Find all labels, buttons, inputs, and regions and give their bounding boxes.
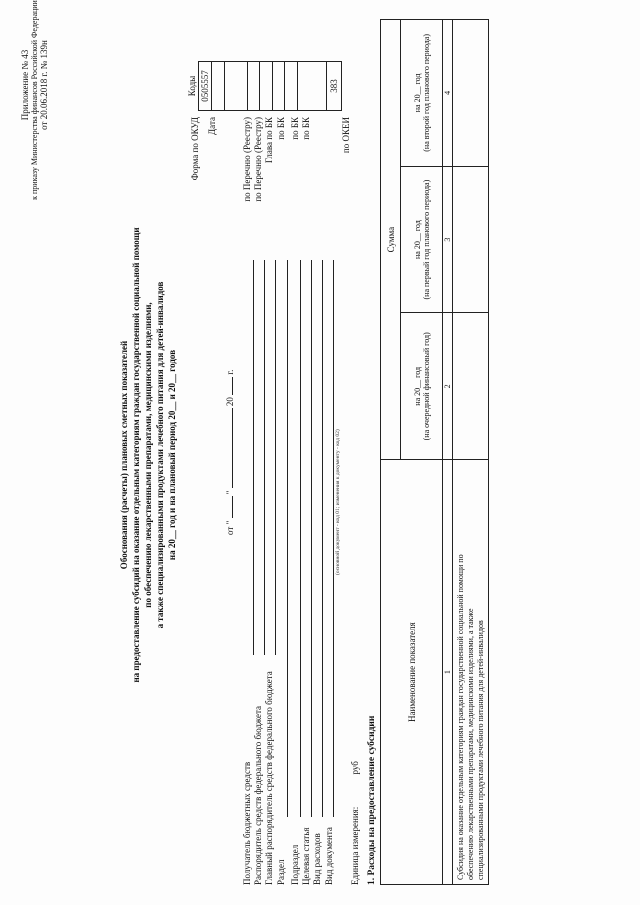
codes-header: Коды <box>187 75 197 97</box>
header-indicator-name: Наименование показателя <box>381 460 443 885</box>
label-main-distributor: Главный распорядитель средств федерального бюджета <box>264 671 274 885</box>
document-title <box>118 155 178 755</box>
document-type-note: (основной документ - код 01; изменения к документу - код 02) <box>335 429 341 575</box>
appendix-order: к приказу Министерства финансов Российской Федерации <box>30 0 39 200</box>
appendix-block <box>20 0 49 200</box>
row-subsidy-line-3: специализированными продуктами лечебного питания для детей-инвалидов <box>475 620 485 880</box>
col-number-1: 1 <box>443 460 453 885</box>
code-bk-2[interactable] <box>285 62 298 111</box>
code-head-bk[interactable] <box>260 62 273 111</box>
recipient-field[interactable] <box>253 260 254 655</box>
label-subsection: Подраздел <box>290 844 300 885</box>
label-distributor: Распорядитель средств федерального бюджета <box>253 705 263 885</box>
header-year-3-line2: (на второй год планового периода) <box>421 34 431 152</box>
col-number-2: 2 <box>443 313 453 460</box>
code-date[interactable] <box>211 62 224 111</box>
label-bk-1: по БК <box>276 117 286 140</box>
row-subsidy-line-1: Субсидия на оказание отдельным категориям граждан государственной социальной помощи по <box>455 554 465 880</box>
title-line-5: на 20__ год и на плановый период 20__ и 20__ годов <box>167 349 177 561</box>
appendix-number: Приложение № 43 <box>20 49 30 121</box>
date-year: 20 <box>225 397 235 407</box>
title-line-1: Обоснования (расчеты) плановых сметных показателей <box>119 340 129 570</box>
unit-label: Единица измерения: <box>350 806 360 885</box>
label-recipient: Получатель бюджетных средств <box>242 761 252 885</box>
header-year-1-line2: (на очередной финансовый год) <box>421 332 431 441</box>
label-okei: по ОКЕИ <box>341 117 351 154</box>
title-line-4: а также специализированными продуктами лечебного питания для детей-инвалидов <box>155 281 165 629</box>
code-okei: 383 <box>326 62 341 111</box>
expense-type-field[interactable] <box>322 260 323 817</box>
title-line-2: на предоставление субсидий на оказание отдельным категориям граждан государственной социальной помощи <box>131 227 141 683</box>
distributor-field[interactable] <box>264 260 265 655</box>
label-bk-2: по БК <box>290 117 300 140</box>
label-bk-3: по БК <box>301 117 311 140</box>
label-target-article: Целевая статья <box>301 827 311 885</box>
row-subsidy-year-2[interactable] <box>453 166 489 313</box>
code-okud: 0505557 <box>199 62 212 111</box>
col-number-4: 4 <box>443 20 453 167</box>
codes-table <box>198 61 342 111</box>
unit-value: руб <box>350 761 360 775</box>
date-suffix: г. <box>225 369 235 375</box>
label-date: Дата <box>207 117 217 135</box>
date-month-field[interactable] <box>232 408 233 488</box>
target-article-field[interactable] <box>311 260 312 817</box>
label-registry-1: по Перечню (Реестру) <box>242 117 252 202</box>
label-head-bk: Глава по БК <box>264 117 274 164</box>
unit-row <box>350 761 360 885</box>
label-expense-type: Вид расходов <box>312 833 322 885</box>
date-prefix: от " <box>225 520 235 535</box>
col-number-3: 3 <box>443 166 453 313</box>
header-year-2 <box>401 166 443 313</box>
document-type-field[interactable] <box>333 260 334 817</box>
appendix-date: от 20.06.2018 г. № 139н <box>39 40 49 130</box>
section-field[interactable] <box>287 260 288 817</box>
date-day-field[interactable] <box>232 497 233 519</box>
date-mid: " <box>225 490 235 495</box>
codes-box <box>187 61 342 111</box>
label-okud: Форма по ОКУД <box>190 117 200 181</box>
section-heading: 1. Расходы на предоставление субсидии <box>367 715 377 885</box>
title-line-3: по обеспечению лекарственными препаратами, медицинскими изделиями, <box>143 302 153 608</box>
header-year-2-line2: (на первый год планового периода) <box>421 179 431 300</box>
code-registry-2[interactable] <box>247 62 260 111</box>
date-line <box>225 370 235 535</box>
header-year-1 <box>401 313 443 460</box>
label-document-type: Вид документа <box>324 827 334 885</box>
label-section: Раздел <box>276 859 286 885</box>
label-registry-2: по Перечню (Реестру) <box>253 117 263 202</box>
header-sum: Сумма <box>381 20 401 460</box>
date-year-field[interactable] <box>232 377 233 395</box>
expenses-table <box>380 19 489 885</box>
header-year-3 <box>401 20 443 167</box>
row-subsidy-year-1[interactable] <box>453 313 489 460</box>
code-registry-1[interactable] <box>224 62 247 111</box>
row-subsidy-line-2: обеспечению лекарственными препаратами, медицинскими изделиями, а также <box>465 608 475 880</box>
main-distributor-field[interactable] <box>275 260 276 655</box>
row-subsidy-year-3[interactable] <box>453 20 489 167</box>
row-subsidy-name <box>453 460 489 885</box>
subsection-field[interactable] <box>300 260 301 817</box>
header-year-3-line1: на 20__ год <box>412 73 422 113</box>
code-bk-1[interactable] <box>272 62 285 111</box>
header-year-1-line1: на 20__ год <box>412 366 422 406</box>
code-bk-3[interactable] <box>297 62 326 111</box>
header-year-2-line1: на 20__ год <box>412 220 422 259</box>
